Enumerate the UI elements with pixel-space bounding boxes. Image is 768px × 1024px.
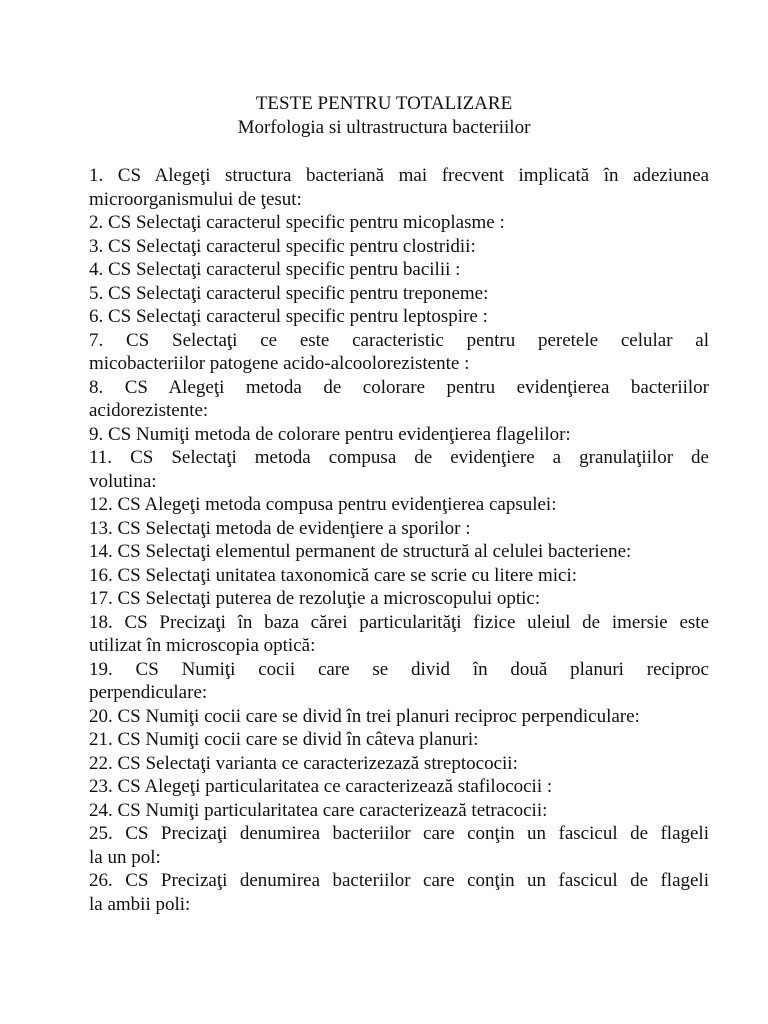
question-line: 3. CS Selectaţi caracterul specific pentru clostridii: [89, 235, 476, 257]
question-item [89, 822, 709, 869]
question-line: 12. CS Alegeţi metoda compusa pentru evidenţierea capsulei: [89, 494, 557, 515]
question-line: 6. CS Selectaţi caracterul specific pentru leptospire : [89, 306, 488, 327]
question-item [89, 799, 709, 823]
question-item [89, 587, 709, 611]
question-line: 11. CS Selectaţi metoda compusa de evidenţiere a granulaţiilor de [89, 447, 709, 468]
question-item [89, 164, 709, 211]
question-line: la un pol: [89, 846, 161, 868]
question-line: utilizat în microscopia optică: [89, 635, 316, 656]
question-line: perpendiculare: [89, 682, 208, 703]
document-subtitle: Morfologia si ultrastructura bacteriilor [237, 116, 531, 138]
question-item [89, 282, 709, 306]
question-line: 25. CS Precizaţi denumirea bacteriilor care conţin un fascicul de flageli [89, 823, 709, 844]
question-item [89, 752, 709, 776]
question-line: 5. CS Selectaţi caracterul specific pentru treponeme: [89, 282, 489, 304]
question-line: acidorezistente: [89, 400, 209, 421]
question-line: 13. CS Selectaţi metoda de evidenţiere a sporilor : [89, 517, 471, 539]
question-line: micobacteriilor patogene acido-alcoolorezistente : [89, 353, 470, 374]
question-line: 20. CS Numiţi cocii care se divid în trei planuri reciproc perpendiculare: [89, 705, 640, 727]
question-item [89, 211, 709, 235]
question-item [89, 235, 709, 259]
question-item [89, 493, 709, 517]
question-line: volutina: [89, 470, 157, 492]
question-item [89, 258, 709, 282]
question-item [89, 446, 709, 493]
question-line: 21. CS Numiţi cocii care se divid în câteva planuri: [89, 729, 479, 750]
question-list [89, 164, 709, 916]
question-line: 14. CS Selectaţi elementul permanent de structură al celulei bacteriene: [89, 541, 632, 562]
question-line: la ambii poli: [89, 893, 191, 915]
question-line: 19. CS Numiţi cocii care se divid în două planuri reciproc [89, 658, 709, 680]
question-item [89, 611, 709, 658]
question-line: 24. CS Numiţi particularitatea care caracterizează tetracocii: [89, 799, 548, 821]
question-line: 26. CS Precizaţi denumirea bacteriilor care conţin un fascicul de flageli [89, 870, 709, 891]
question-line: 18. CS Precizaţi în baza cărei particularităţi fizice uleiul de imersie este [89, 611, 709, 633]
question-line: 2. CS Selectaţi caracterul specific pentru micoplasme : [89, 212, 505, 233]
question-line: 9. CS Numiţi metoda de colorare pentru evidenţierea flagelilor: [89, 423, 571, 445]
question-line: 22. CS Selectaţi varianta ce caracterizezază streptococii: [89, 752, 518, 774]
question-item [89, 775, 709, 799]
question-line: 1. CS Alegeţi structura bacteriană mai frecvent implicată în adeziunea [89, 165, 709, 186]
question-item [89, 869, 709, 916]
question-item [89, 376, 709, 423]
document-header [0, 92, 768, 139]
question-item [89, 564, 709, 588]
question-item [89, 423, 709, 447]
question-item [89, 517, 709, 541]
question-line: 23. CS Alegeţi particularitatea ce caracterizează stafilococii : [89, 776, 553, 797]
question-item [89, 329, 709, 376]
question-line: microorganismului de ţesut: [89, 188, 302, 210]
question-line: 16. CS Selectaţi unitatea taxonomică care se scrie cu litere mici: [89, 564, 578, 586]
question-line: 4. CS Selectaţi caracterul specific pentru bacilii : [89, 259, 461, 280]
question-item [89, 305, 709, 329]
question-line: 8. CS Alegeţi metoda de colorare pentru evidenţierea bacteriilor [89, 376, 709, 398]
question-item [89, 658, 709, 705]
question-line: 7. CS Selectaţi ce este caracteristic pentru peretele celular al [89, 329, 709, 351]
question-line: 17. CS Selectaţi puterea de rezoluţie a microscopului optic: [89, 588, 541, 609]
question-item [89, 540, 709, 564]
question-item [89, 728, 709, 752]
document-title: TESTE PENTRU TOTALIZARE [255, 93, 513, 114]
question-item [89, 705, 709, 729]
